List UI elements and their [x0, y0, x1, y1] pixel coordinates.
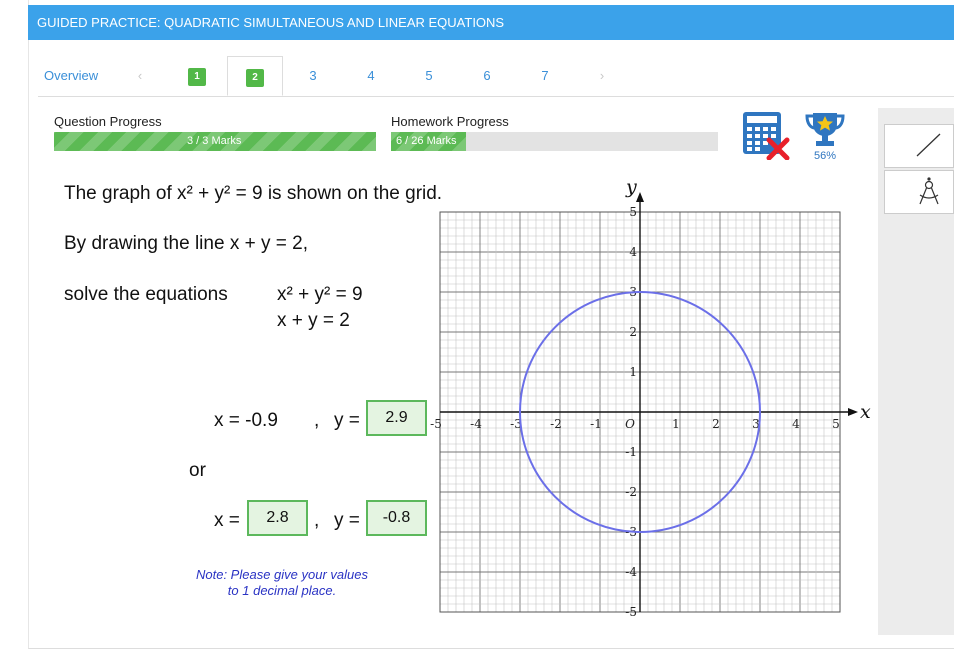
x-axis-arrow	[848, 408, 858, 416]
note-line-2: to 1 decimal place.	[227, 583, 337, 598]
question-progress-bar	[54, 132, 376, 151]
answer-x1-label: x = -0.9	[214, 410, 278, 431]
answer-or: or	[189, 460, 206, 481]
tab-6[interactable]: 6	[483, 68, 491, 83]
equation-1: x² + y² = 9	[277, 284, 363, 305]
tab-1[interactable]	[178, 56, 216, 96]
page-title: GUIDED PRACTICE: QUADRATIC SIMULTANEOUS AND LINEAR EQUATIONS	[28, 5, 954, 40]
tab-7[interactable]: 7	[541, 68, 549, 83]
line-tool-button[interactable]	[884, 124, 954, 168]
coordinate-grid[interactable]	[420, 176, 872, 624]
y-tick-label: 3	[629, 285, 637, 299]
y-axis-arrow	[636, 192, 644, 202]
decimal-place-note	[168, 567, 396, 599]
tab-2[interactable]	[227, 56, 283, 96]
x-tick-label: 1	[672, 417, 680, 431]
y-tick-label: -2	[625, 485, 637, 499]
answer-y1-label: y =	[334, 410, 360, 431]
homework-progress-value: 6 / 26 Marks	[396, 135, 457, 147]
x-tick-label: 3	[752, 417, 760, 431]
tab-3[interactable]: 3	[309, 68, 317, 83]
tab-1-badge: 1	[188, 68, 206, 86]
compass-icon	[885, 171, 954, 215]
answer-y2-input[interactable]: -0.8	[366, 500, 427, 536]
tab-2-badge: 2	[246, 69, 264, 87]
question-line-2: By drawing the line x + y = 2,	[64, 233, 308, 254]
x-tick-label: -3	[510, 417, 522, 431]
question-progress-label: Question Progress	[54, 114, 162, 129]
y-tick-label: 2	[629, 325, 637, 339]
y-axis-label: y	[626, 176, 637, 198]
tab-prev-arrow[interactable]: ‹	[137, 68, 143, 83]
x-tick-label: -4	[470, 417, 482, 431]
homework-progress-bar	[391, 132, 718, 151]
tab-overview[interactable]: Overview	[44, 68, 99, 83]
x-tick-label: -5	[430, 417, 442, 431]
tab-4[interactable]: 4	[367, 68, 375, 83]
homework-progress-label: Homework Progress	[391, 114, 509, 129]
calculator-not-allowed-icon[interactable]	[742, 110, 790, 160]
x-tick-label: -1	[590, 417, 602, 431]
trophy-percent: 56%	[813, 150, 837, 162]
y-tick-label: 4	[629, 245, 637, 259]
x-tick-label: 2	[712, 417, 720, 431]
compass-tool-button[interactable]	[884, 170, 954, 214]
question-line-3: solve the equations	[64, 284, 228, 305]
answer-y1-input[interactable]: 2.9	[366, 400, 427, 436]
question-line-1: The graph of x² + y² = 9 is shown on the grid.	[64, 183, 443, 204]
line-tool-icon	[885, 125, 954, 169]
trophy-icon[interactable]	[805, 110, 845, 148]
x-tick-label: 4	[792, 417, 800, 431]
x-tick-label: 5	[832, 417, 840, 431]
tab-next-arrow[interactable]: ›	[599, 68, 605, 83]
y-tick-label: 1	[629, 365, 637, 379]
y-tick-label: -1	[625, 445, 637, 459]
origin-label: O	[625, 417, 635, 431]
note-line-1: Note: Please give your values	[196, 567, 368, 582]
answer-x2-input[interactable]: 2.8	[247, 500, 308, 536]
axes	[440, 192, 858, 612]
equation-2: x + y = 2	[277, 310, 350, 331]
answer-comma-1: ,	[314, 410, 320, 431]
y-tick-label: -4	[625, 565, 637, 579]
answer-x2-label: x =	[214, 510, 240, 531]
x-tick-label: -2	[550, 417, 562, 431]
y-tick-label: -5	[625, 605, 637, 619]
answer-y2-label: y =	[334, 510, 360, 531]
question-tabs	[38, 56, 954, 97]
y-tick-label: -3	[625, 525, 637, 539]
tab-5[interactable]: 5	[425, 68, 433, 83]
y-tick-label: 5	[629, 205, 637, 219]
answer-comma-2: ,	[314, 510, 320, 531]
question-progress-value: 3 / 3 Marks	[187, 135, 242, 147]
x-axis-label: x	[860, 401, 871, 423]
